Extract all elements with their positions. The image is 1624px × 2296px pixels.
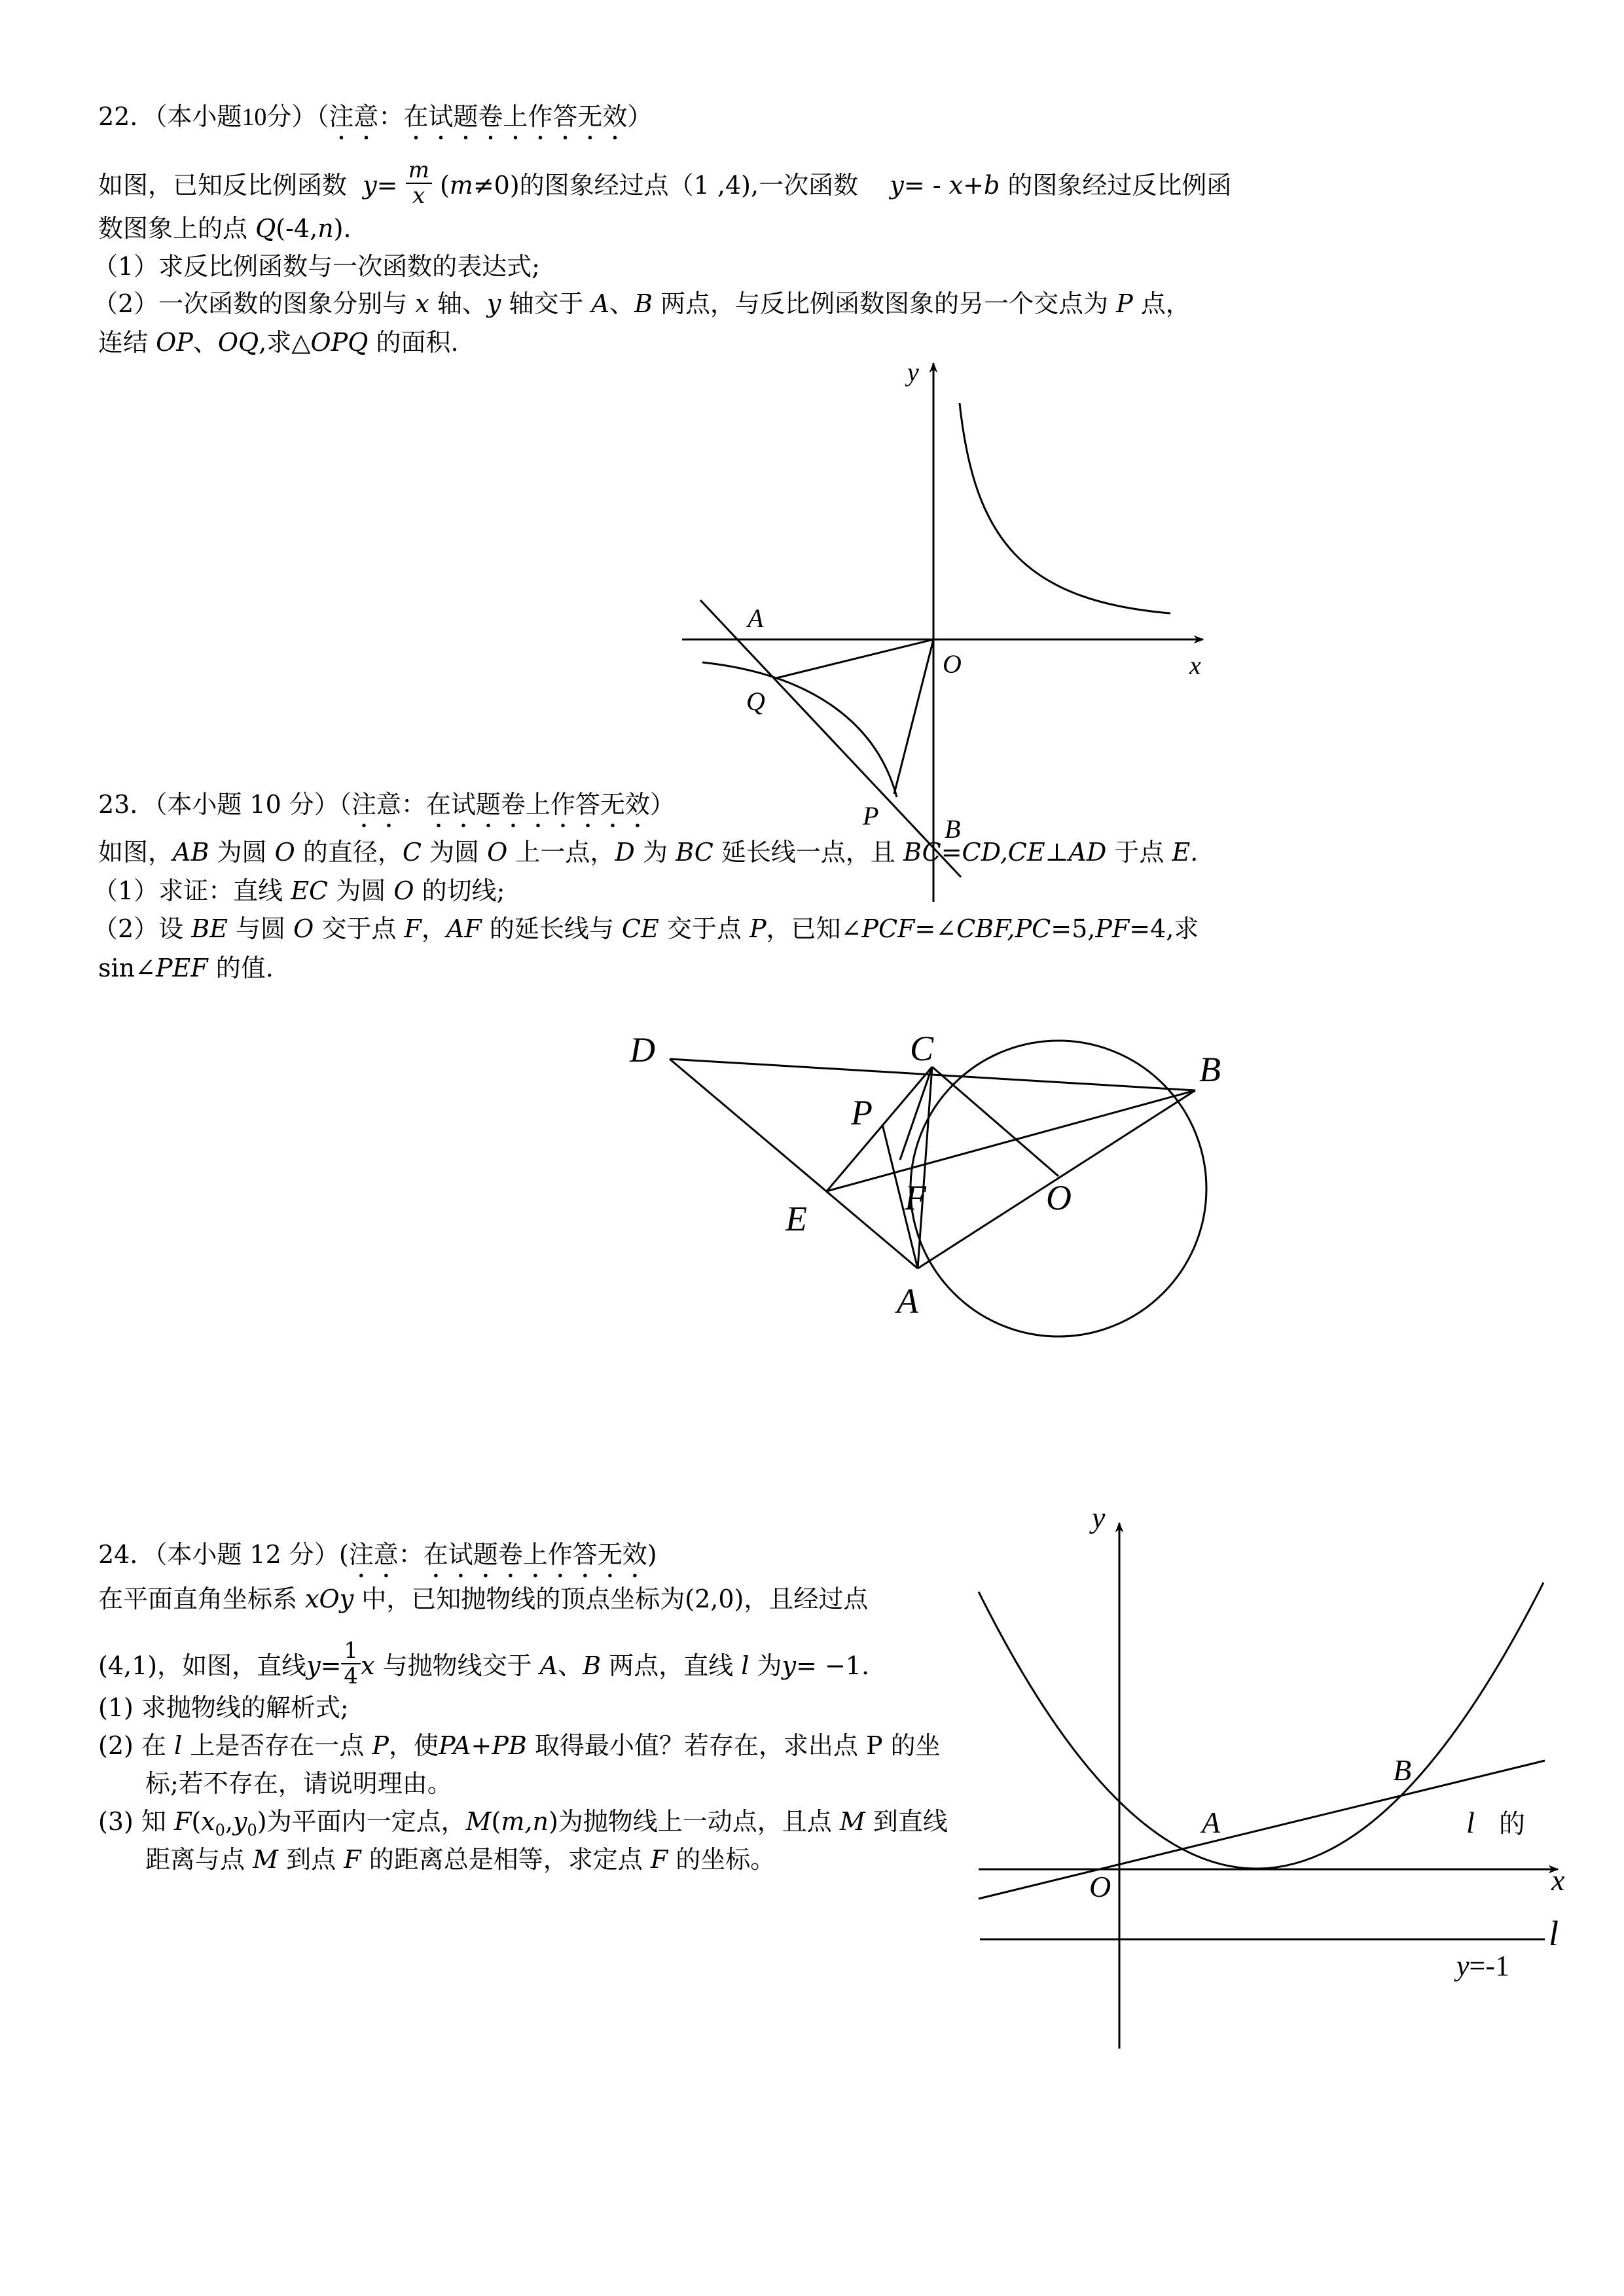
fig23-label-p: P: [851, 1093, 873, 1132]
fig22-label-p: P: [863, 801, 879, 831]
fig22-segment-op: [894, 639, 933, 794]
fig22-label-x: x: [1189, 651, 1201, 680]
q22-line2: 数图象上的点 Q(-4,n).: [98, 214, 352, 243]
q24-sub2-cont: 标;若不存在，请说明理由。: [145, 1769, 452, 1798]
fig24-label-b: B: [1393, 1753, 1412, 1787]
q23-sub1: （1）求证：直线 EC 为圆 O 的切线;: [93, 876, 505, 905]
q24-sub1: (1) 求抛物线的解析式;: [98, 1693, 349, 1722]
q22-line1: 如图，已知反比例函数 y= $\frac{m}{x}$ (m≠0)的图象经过点（1 ,4),一次函数 y= - x+b 的图象经过反比例函: [98, 157, 1232, 209]
q23-line1: 如图，AB 为圆 O 的直径，C 为圆 O 上一点，D 为 BC 延长线一点，且 BC=CD,CE⊥AD 于点 E.: [98, 838, 1199, 867]
q22-fraction: $\frac{m}{x}$: [406, 158, 432, 209]
fig23-line-eb: [827, 1090, 1195, 1191]
fig23-label-e: E: [785, 1199, 807, 1238]
q24-sub2: (2) 在 l 上是否存在一点 P，使PA+PB 取得最小值？若存在，求出点 P 的坐: [98, 1731, 941, 1760]
fig23-line-ca: [918, 1067, 932, 1268]
q24-fraction: $\frac{1}{4}$: [341, 1639, 361, 1689]
fig24-parabola: [979, 1583, 1543, 1869]
figure-23: [670, 1041, 1206, 1336]
fig22-label-q: Q: [746, 687, 765, 716]
q22-sub1: （1）求反比例函数与一次函数的表达式;: [93, 252, 540, 281]
fig24-label-de: 的: [1499, 1809, 1525, 1839]
fig23-label-o: O: [1046, 1178, 1072, 1217]
fig23-line-co: [932, 1067, 1058, 1176]
q24-line2: (4,1)，如图，直线y= $\frac{1}{4}$ x 与抛物线交于 A、B 两点，直线 l 为y= −1.: [98, 1638, 870, 1690]
fig24-label-line-y: [1454, 1950, 1509, 1982]
fig23-label-f: F: [905, 1178, 926, 1217]
q24-sub3-cont: 距离与点 M 到点 F 的距离总是相等，求定点 F 的坐标。: [145, 1845, 776, 1874]
q22-note: 注意：在试题卷上作答无效: [329, 102, 628, 131]
fig23-label-d: D: [630, 1030, 655, 1069]
fig24-label-x: x: [1551, 1863, 1565, 1897]
fig24-label-o: O: [1089, 1870, 1111, 1903]
fig24-label-y: y: [1092, 1501, 1106, 1534]
fig24-label-l: l: [1549, 1914, 1559, 1953]
q23-sub2: （2）设 BE 与圆 O 交于点 F，AF 的延长线与 CE 交于点 P，已知∠PCF=∠CBF,PC=5,PF=4,求: [93, 914, 1199, 943]
q22-sub3: 连结 OP、OQ,求△OPQ 的面积.: [98, 328, 459, 357]
q22-sub2: （2）一次函数的图象分别与 x 轴、y 轴交于 A、B 两点，与反比例函数图象的另一个交点为 P 点，: [93, 289, 1191, 318]
fig23-label-a: A: [897, 1282, 918, 1321]
fig22-label-o: O: [943, 649, 962, 679]
fig22-label-y: y: [907, 357, 919, 387]
fig24-label-a: A: [1202, 1806, 1221, 1839]
fig22-hyperbola-q1: [960, 403, 1170, 613]
fig24-label-l-mark: l: [1466, 1806, 1475, 1839]
q22-header: 22．（本小题10分）（注意：在试题卷上作答无效）: [98, 102, 653, 131]
fig24-label-line-y-var: y: [1456, 1950, 1470, 1982]
figure-24-labels: [1089, 1501, 1565, 1982]
q24-header: 24．（本小题 12 分）(注意：在试题卷上作答无效): [98, 1540, 657, 1569]
fig24-label-line-eq: =-1: [1469, 1950, 1509, 1982]
fig22-label-b: B: [945, 814, 961, 844]
q23-note: 注意：在试题卷上作答无效: [351, 790, 650, 819]
fig23-label-c: C: [910, 1029, 934, 1068]
fig23-label-b: B: [1199, 1050, 1221, 1089]
fig23-line-ec: [827, 1067, 932, 1191]
fig22-segment-oq: [776, 639, 933, 678]
q24-sub3: (3) 知 $F(x_0,y_0)$为平面内一定点，M(m,n)为抛物线上一动点，且点 M 到直线: [98, 1807, 948, 1840]
figure-22-labels: [746, 357, 1201, 844]
fig24-line-y-quarter-x: [979, 1761, 1545, 1899]
q24-note: 注意：在试题卷上作答无效: [348, 1540, 647, 1569]
q23-header: 23．（本小题 10 分）（注意：在试题卷上作答无效）: [98, 790, 675, 819]
fig22-label-a: A: [748, 603, 764, 633]
q23-sub3: sin∠PEF 的值.: [98, 954, 274, 982]
q24-line1: 在平面直角坐标系 xOy 中，已知抛物线的顶点坐标为(2,0)，且经过点: [98, 1585, 869, 1613]
